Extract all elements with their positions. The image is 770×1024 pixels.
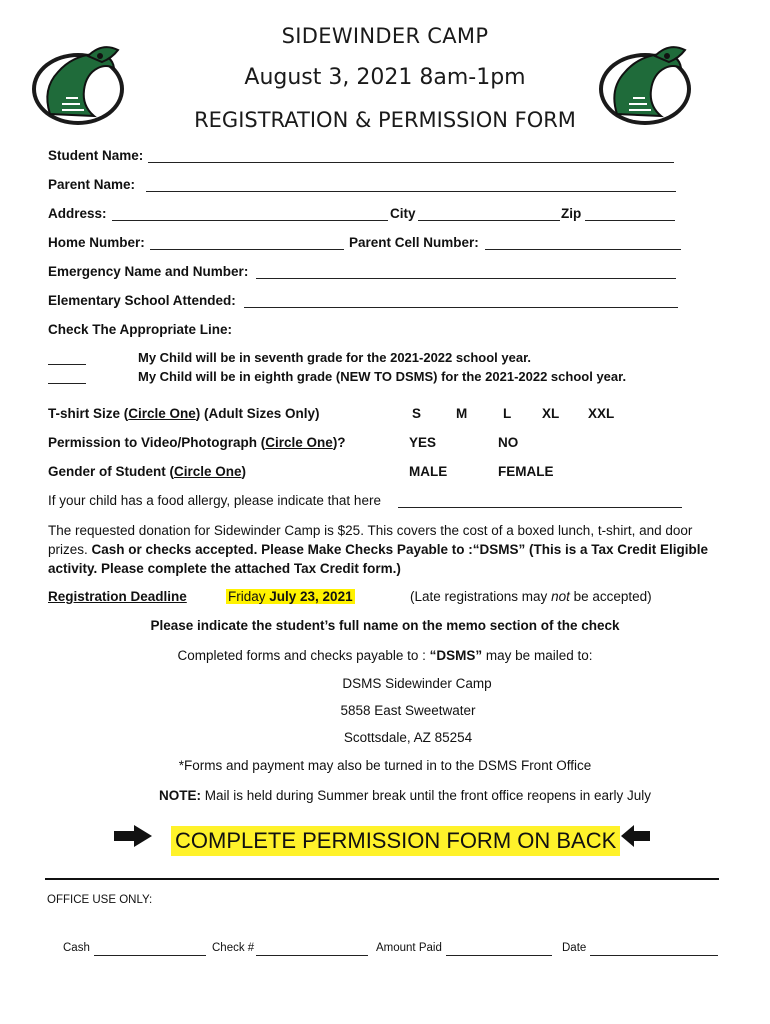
size-s-option[interactable]: S [412, 406, 422, 421]
office-use-heading: OFFICE USE ONLY: [47, 894, 153, 906]
city-label: City [390, 206, 416, 221]
deadline-date: Friday July 23, 2021 [228, 589, 353, 604]
size-xl-option[interactable]: XL [542, 406, 560, 421]
mail-instructions: Completed forms and checks payable to : “DSMS” may be mailed to: [177, 648, 593, 663]
tshirt-size-label: T-shirt Size (Circle One) (Adult Sizes Only) [48, 406, 320, 421]
cash-label: Cash [63, 942, 90, 954]
mail-address-line3: Scottsdale, AZ 85254 [343, 730, 473, 745]
complete-form-banner: COMPLETE PERMISSION FORM ON BACK [171, 826, 620, 856]
event-date: August 3, 2021 8am-1pm [244, 65, 526, 90]
memo-note: Please indicate the student’s full name on the memo section of the check [150, 618, 620, 633]
mail-address-line2: 5858 East Sweetwater [340, 703, 476, 718]
parent-cell-label: Parent Cell Number: [349, 235, 479, 250]
seventh-grade-option: My Child will be in seventh grade for the 2021-2022 school year. [138, 350, 532, 365]
size-l-option[interactable]: L [503, 406, 512, 421]
allergy-line[interactable] [398, 507, 682, 508]
parent-cell-line[interactable] [485, 249, 681, 250]
emergency-line[interactable] [256, 278, 676, 279]
home-number-line[interactable] [150, 249, 344, 250]
student-name-label: Student Name: [48, 148, 144, 163]
permission-label: Permission to Video/Photograph (Circle One)? [48, 435, 346, 450]
emergency-label: Emergency Name and Number: [48, 264, 249, 279]
student-name-line[interactable] [148, 162, 674, 163]
allergy-label: If your child has a food allergy, please indicate that here [48, 493, 381, 508]
address-line[interactable] [112, 220, 388, 221]
gender-label: Gender of Student (Circle One) [48, 464, 247, 479]
date-label: Date [562, 942, 587, 954]
gender-male-option[interactable]: MALE [409, 464, 448, 479]
elementary-label: Elementary School Attended: [48, 293, 236, 308]
office-divider [45, 878, 719, 880]
form-subtitle: REGISTRATION & PERMISSION FORM [194, 108, 576, 132]
eighth-grade-checkline[interactable] [48, 383, 86, 384]
permission-yes-option[interactable]: YES [409, 435, 437, 450]
parent-name-label: Parent Name: [48, 177, 136, 192]
zip-line[interactable] [585, 220, 675, 221]
amount-paid-line[interactable] [446, 955, 552, 956]
gender-female-option[interactable]: FEMALE [498, 464, 554, 479]
parent-name-line[interactable] [146, 191, 676, 192]
cash-line[interactable] [94, 955, 206, 956]
front-office-note: *Forms and payment may also be turned in to the DSMS Front Office [178, 758, 592, 773]
mail-address-line1: DSMS Sidewinder Camp [342, 676, 492, 691]
check-number-line[interactable] [256, 955, 368, 956]
summer-mail-note: NOTE: Mail is held during Summer break until the front office reopens in early July [159, 788, 651, 803]
late-registration-note: (Late registrations may not be accepted) [410, 589, 652, 604]
seventh-grade-checkline[interactable] [48, 364, 86, 365]
permission-no-option[interactable]: NO [498, 435, 519, 450]
home-number-label: Home Number: [48, 235, 145, 250]
eighth-grade-option: My Child will be in eighth grade (NEW TO DSMS) for the 2021-2022 school year. [138, 369, 627, 384]
donation-paragraph: The requested donation for Sidewinder Camp is $25. This covers the cost of a boxed lunch, t-shirt, and door prizes. Cash or checks accepted. Please Make Checks Payable to :“DSMS” (This is a Tax Credit Eligible activity. Please complete the attached Tax Credit form.) [48, 523, 709, 576]
address-label: Address: [48, 206, 107, 221]
page-title: SIDEWINDER CAMP [281, 24, 489, 48]
size-xxl-option[interactable]: XXL [588, 406, 615, 421]
city-line[interactable] [418, 220, 560, 221]
arrow-left-icon [620, 824, 652, 853]
arrow-right-icon [112, 824, 154, 853]
amount-paid-label: Amount Paid [376, 942, 442, 954]
date-line[interactable] [590, 955, 718, 956]
size-m-option[interactable]: M [456, 406, 468, 421]
elementary-line[interactable] [244, 307, 678, 308]
check-line-label: Check The Appropriate Line: [48, 322, 233, 337]
zip-label: Zip [561, 206, 582, 221]
deadline-label: Registration Deadline [48, 589, 187, 604]
check-number-label: Check # [212, 942, 255, 954]
